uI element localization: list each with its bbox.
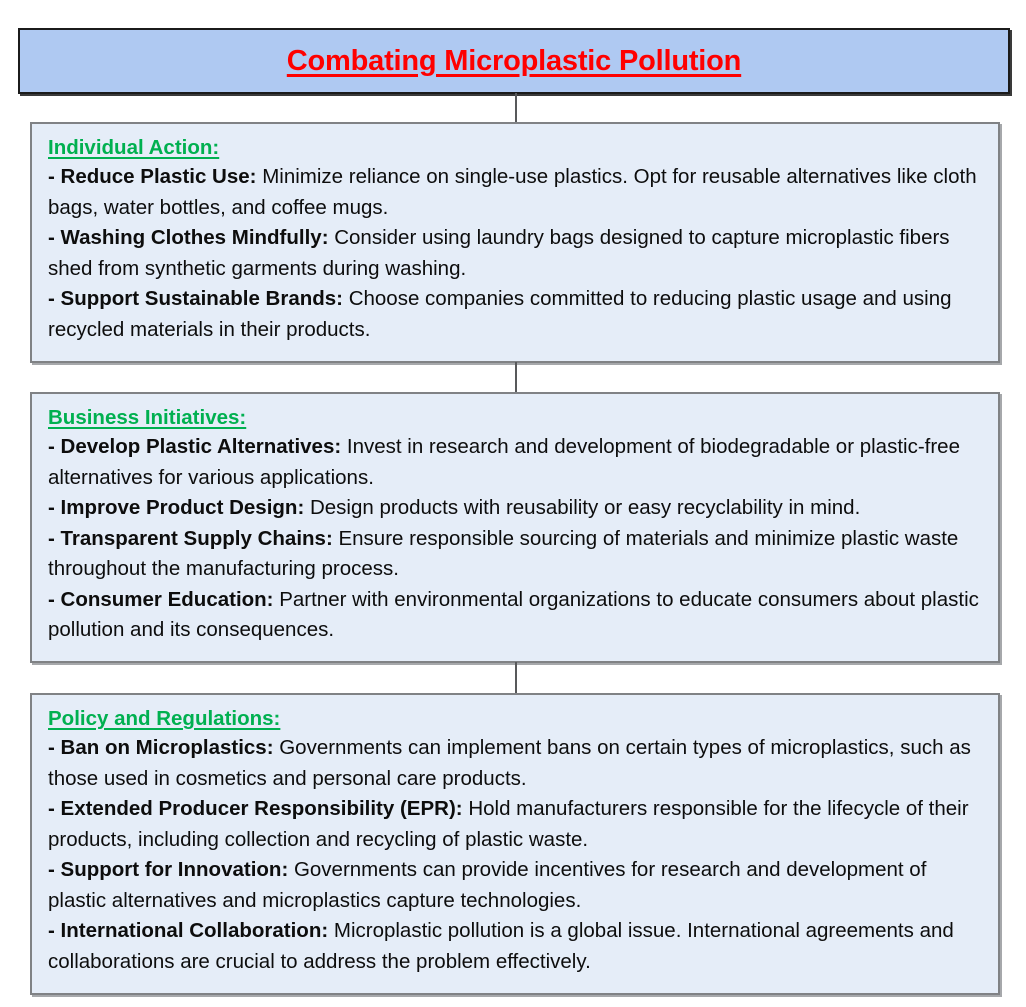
bullet-lead: - Support Sustainable Brands: xyxy=(48,287,343,310)
bullet-rest: Hold manufacturers responsible for the lifecycle of their products, including collection and recycling of plastic waste. xyxy=(48,797,969,851)
bullet-list-1 xyxy=(46,162,984,345)
bullet-rest: Partner with environmental organizations to educate consumers about plastic pollution and its consequences. xyxy=(48,587,979,641)
bullet-lead: - Support for Innovation: xyxy=(48,858,289,881)
section-box-individual-action xyxy=(30,122,1000,363)
section-heading-2: Business Initiatives: xyxy=(48,406,247,429)
bullet-item xyxy=(48,162,984,223)
title-box xyxy=(18,28,1010,94)
bullet-item xyxy=(48,585,984,646)
bullet-rest: Governments can implement bans on certain types of microplastics, such as those used in cosmetics and personal care products. xyxy=(48,736,971,790)
bullet-item xyxy=(48,493,984,524)
bullet-item xyxy=(48,223,984,284)
bullet-rest: Ensure responsible sourcing of materials and minimize plastic waste throughout the manufacturing process. xyxy=(48,526,959,580)
bullet-rest: Governments can provide incentives for research and development of plastic alternatives and microplastics capture technologies. xyxy=(48,858,927,912)
connector-title-to-section-1 xyxy=(515,93,517,123)
bullet-lead: - Extended Producer Responsibility (EPR): xyxy=(48,797,463,820)
bullet-lead: - Ban on Microplastics: xyxy=(48,736,274,759)
bullet-rest: Invest in research and development of biodegradable or plastic-free alternatives for various applications. xyxy=(48,435,960,489)
bullet-item xyxy=(48,855,984,916)
bullet-rest: Consider using laundry bags designed to capture microplastic fibers shed from synthetic garments during washing. xyxy=(48,226,950,280)
bullet-rest: Design products with reusability or easy recyclability in mind. xyxy=(304,496,861,519)
bullet-rest: Minimize reliance on single-use plastics. Opt for reusable alternatives like cloth bags, water bottles, and coffee mugs. xyxy=(48,165,977,219)
bullet-item xyxy=(48,733,984,794)
section-box-policy-and-regulations xyxy=(30,693,1000,995)
bullet-lead: - Develop Plastic Alternatives: xyxy=(48,435,342,458)
bullet-item xyxy=(48,916,984,977)
bullet-lead: - Transparent Supply Chains: xyxy=(48,526,333,550)
bullet-list-2 xyxy=(46,432,984,646)
connector-section-1-to-section-2 xyxy=(515,362,517,393)
bullet-rest: Choose companies committed to reducing plastic usage and using recycled materials in their products. xyxy=(48,287,952,341)
bullet-item xyxy=(48,432,984,493)
bullet-lead: - Consumer Education: xyxy=(48,587,274,611)
section-box-business-initiatives xyxy=(30,392,1000,663)
bullet-item xyxy=(48,794,984,855)
connector-section-2-to-section-3 xyxy=(515,662,517,694)
bullet-lead: - Improve Product Design: xyxy=(48,496,305,519)
bullet-list-3 xyxy=(46,733,984,977)
bullet-item xyxy=(48,284,984,345)
section-heading-3: Policy and Regulations: xyxy=(48,707,281,730)
bullet-lead: - International Collaboration: xyxy=(48,919,329,942)
page-title: Combating Microplastic Pollution xyxy=(286,44,742,77)
bullet-lead: - Washing Clothes Mindfully: xyxy=(48,226,329,249)
section-heading-1: Individual Action: xyxy=(48,136,220,159)
bullet-item xyxy=(48,524,984,585)
bullet-lead: - Reduce Plastic Use: xyxy=(48,165,257,188)
bullet-rest: Microplastic pollution is a global issue. International agreements and collaborations are crucial to address the problem effectively. xyxy=(48,919,954,973)
